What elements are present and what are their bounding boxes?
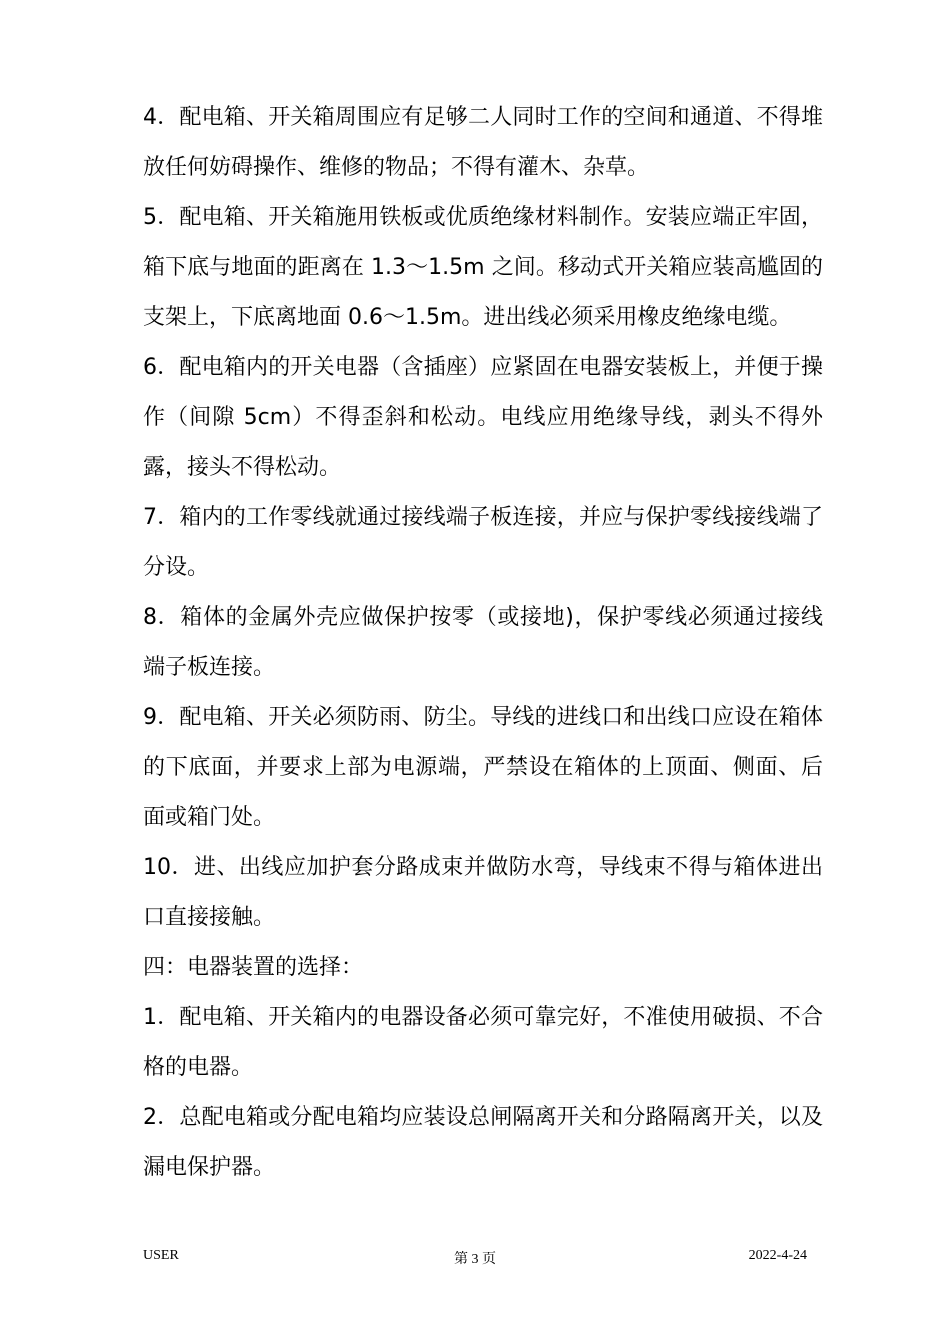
paragraph-8: 8．箱体的金属外壳应做保护按零（或接地)，保护零线必须通过接线端子板连接。 <box>143 605 823 680</box>
paragraph-6: 6．配电箱内的开关电器（含插座）应紧固在电器安装板上，并便于操作（间隙 5cm）不得歪斜和松动。电线应用绝缘导线，剥头不得外露，接头不得松动。 <box>143 355 823 480</box>
paragraph-section4-2: 2．总配电箱或分配电箱均应装设总闸隔离开关和分路隔离开关，以及漏电保护器。 <box>143 1105 823 1180</box>
document-body <box>143 93 823 1193</box>
footer-author: USER <box>143 1248 179 1263</box>
footer-date: 2022-4-24 <box>748 1248 807 1263</box>
paragraph-10: 10．进、出线应加护套分路成束并做防水弯，导线束不得与箱体进出口直接接触。 <box>143 855 823 930</box>
paragraph-7: 7．箱内的工作零线就通过接线端子板连接，并应与保护零线接线端了分设。 <box>143 505 823 580</box>
section-heading: 四：电器装置的选择： <box>143 955 364 980</box>
paragraph-section4-1: 1．配电箱、开关箱内的电器设备必须可靠完好，不准使用破损、不合格的电器。 <box>143 1005 823 1080</box>
paragraph-9: 9．配电箱、开关必须防雨、防尘。导线的进线口和出线口应设在箱体的下底面，并要求上部为电源端，严禁设在箱体的上顶面、侧面、后面或箱门处。 <box>143 705 823 830</box>
paragraph-5: 5．配电箱、开关箱施用铁板或优质绝缘材料制作。安装应端正牢固，箱下底与地面的距离在 1.3～1.5m 之间。移动式开关箱应装高尴固的支架上，下底离地面 0.6～1.5m。进出线必须采用橡皮绝缘电缆。 <box>143 205 823 330</box>
page-footer <box>0 1248 950 1268</box>
paragraph-4: 4．配电箱、开关箱周围应有足够二人同时工作的空间和通道、不得堆放任何妨碍操作、维修的物品；不得有灌木、杂草。 <box>143 105 823 180</box>
footer-page-number: 第 3 页 <box>454 1252 496 1267</box>
